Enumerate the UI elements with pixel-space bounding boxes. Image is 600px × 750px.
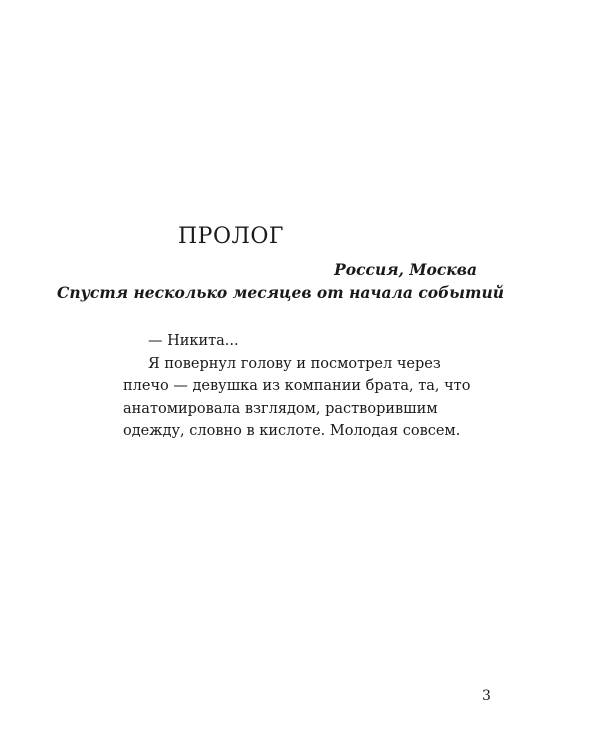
body-text bbox=[123, 330, 478, 443]
page-number: 3 bbox=[482, 688, 491, 704]
paragraph: Я повернул голову и посмотрел через плечо — девушка из компании брата, та, что анатомировала взглядом, растворившим одежду, словно в кислоте. Молодая совсем. bbox=[123, 355, 471, 440]
location-subtitle: Россия, Москва bbox=[334, 260, 477, 279]
time-subtitle: Спустя несколько месяцев от начала событий bbox=[57, 283, 504, 302]
paragraph: — Никита... bbox=[148, 333, 239, 349]
chapter-title: ПРОЛОГ bbox=[178, 224, 284, 249]
